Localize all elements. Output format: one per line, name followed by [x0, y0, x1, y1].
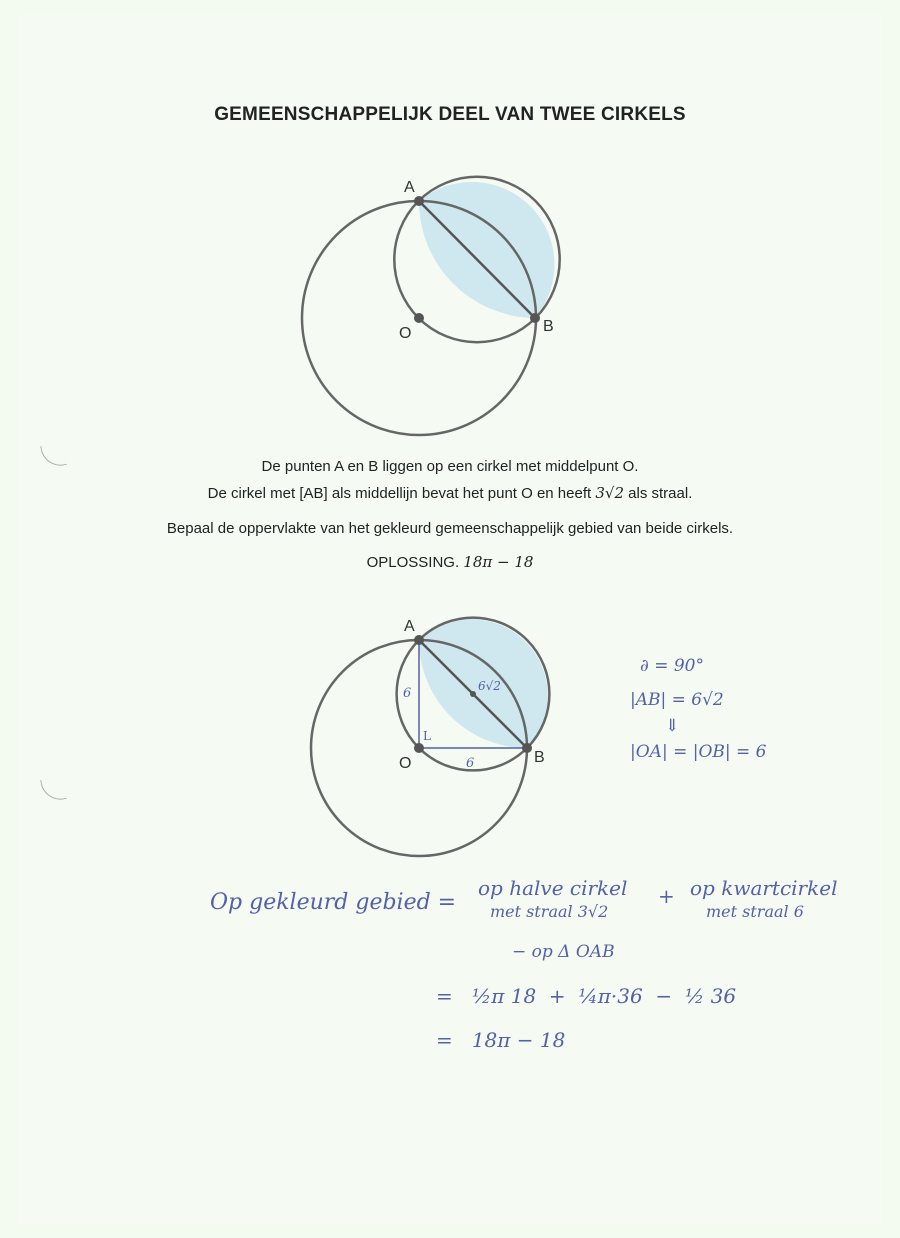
label-b: B [543, 318, 554, 335]
label-o: O [399, 755, 412, 772]
point-b [522, 743, 532, 753]
page-title: GEMEENSCHAPPELIJK DEEL VAN TWEE CIRKELS [214, 104, 686, 125]
point-a [414, 635, 424, 645]
hand-term2a: op kwartcirkel [690, 876, 838, 900]
label-diagonal: 6√2 [478, 679, 501, 693]
note-angle: ∂ = 90° [640, 656, 704, 676]
problem-line-1: De punten A en B liggen op een cirkel met middelpunt O. [261, 458, 639, 475]
label-a: A [404, 179, 415, 196]
label-o: O [399, 325, 412, 342]
label-side-oa: 6 [403, 686, 412, 701]
hand-term1a: op halve cirkel [478, 876, 628, 900]
note-arrow: ⇓ [665, 716, 680, 736]
note-ab-length: |AB| = 6√2 [630, 690, 724, 710]
label-side-ob: 6 [466, 756, 475, 771]
hand-term1b: met straal 3√2 [490, 902, 609, 921]
label-b: B [534, 749, 545, 766]
label-a: A [404, 618, 415, 635]
problem-line-3: Bepaal de oppervlakte van het gekleurd gemeenschappelijk gebied van beide cirkels. [166, 520, 734, 537]
solution-line: OPLOSSING. 18π − 18 [366, 553, 534, 571]
hand-term2b: met straal 6 [706, 902, 804, 921]
point-o [414, 743, 424, 753]
hand-plus: + [658, 884, 675, 908]
hand-minus-triangle: − op Δ OAB [512, 942, 615, 962]
hand-lhs: Op gekleurd gebied = [210, 890, 457, 915]
right-angle-mark: L [423, 729, 431, 743]
hand-line-2: = ½π 18 + ¼π·36 − ½ 36 [436, 984, 737, 1008]
center-small [470, 691, 476, 697]
hand-line-3: = 18π − 18 [436, 1028, 566, 1052]
problem-line-2: De cirkel met [AB] als middellijn bevat het punt O en heeft 3√2 als straal. [207, 484, 693, 502]
note-oa-ob: |OA| = |OB| = 6 [630, 742, 767, 762]
